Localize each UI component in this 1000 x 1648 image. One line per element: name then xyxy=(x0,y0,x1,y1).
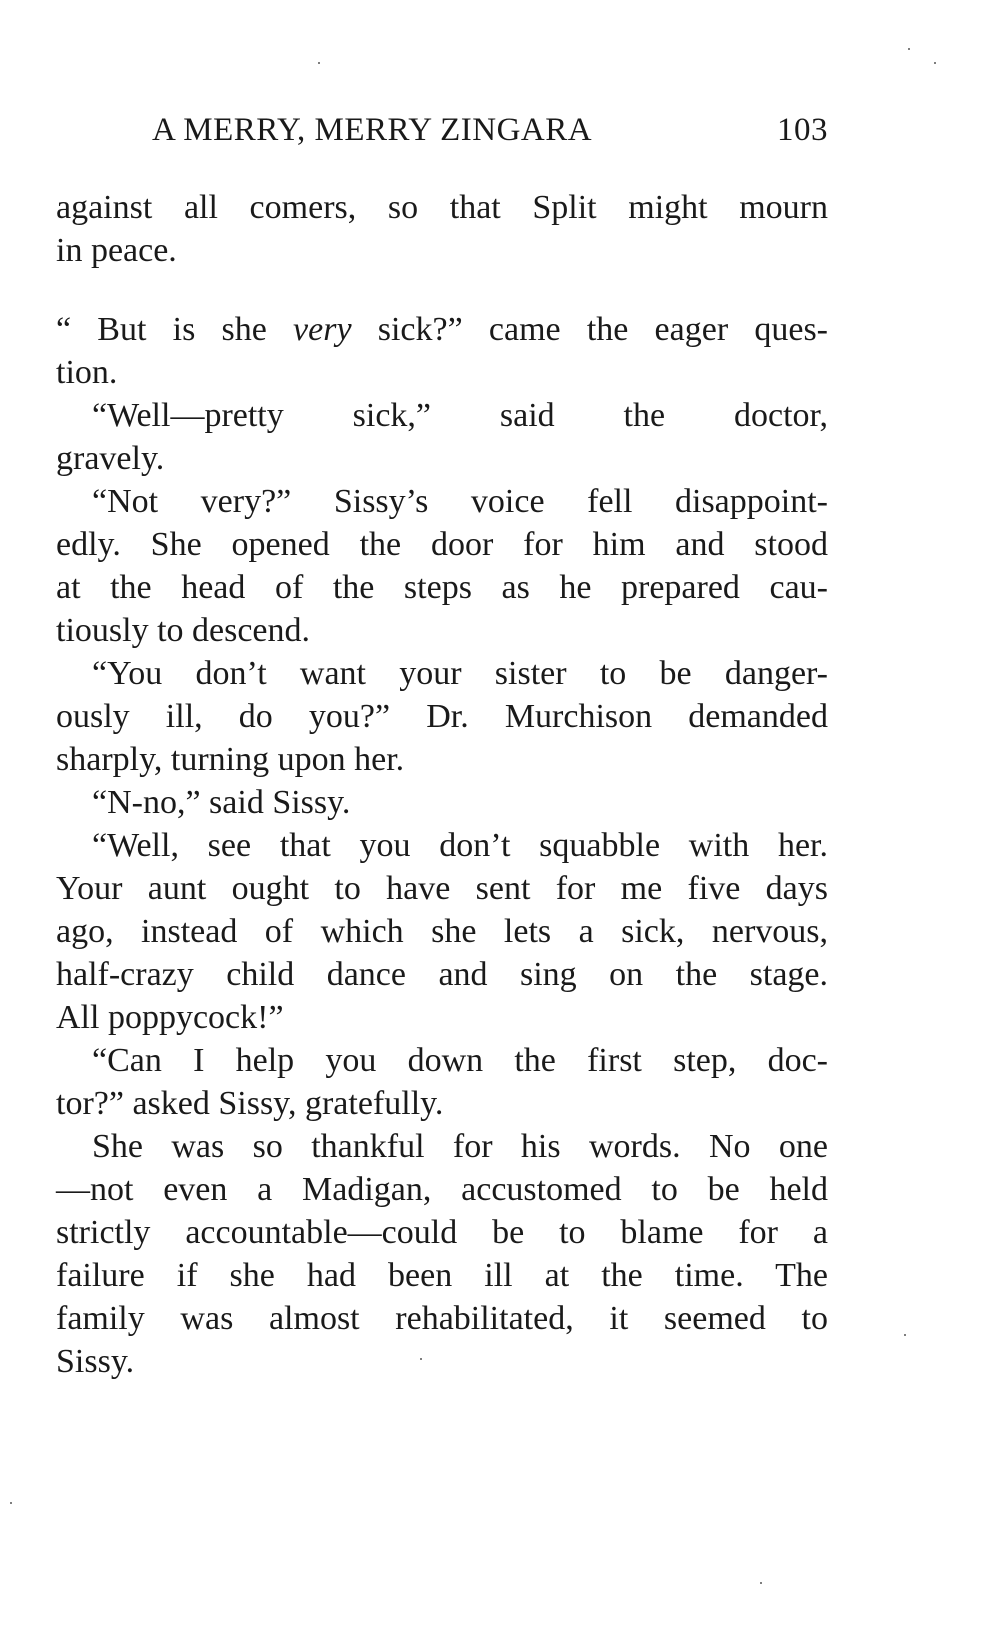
scan-speck xyxy=(420,1358,422,1360)
paragraph xyxy=(56,824,828,1039)
text-line: Sissy. xyxy=(56,1343,135,1380)
text-line: tion. xyxy=(56,354,118,391)
scan-speck xyxy=(934,62,936,64)
scan-speck xyxy=(904,1334,906,1336)
paragraph xyxy=(56,1125,828,1383)
text-line: family was almost rehabilitated, it seemed to xyxy=(56,1300,828,1337)
text-line: “N-no,” said Sissy. xyxy=(92,784,351,821)
text-line: at the head of the steps as he prepared cau- xyxy=(56,569,828,606)
text-line: sharply, turning upon her. xyxy=(56,741,405,778)
paragraph xyxy=(56,652,828,781)
paragraph xyxy=(56,480,828,652)
scan-speck xyxy=(10,1502,12,1504)
text-line: “Can I help you down the first step, doc- xyxy=(92,1042,828,1079)
text-line: failure if she had been ill at the time. The xyxy=(56,1257,828,1294)
paragraph xyxy=(56,781,828,824)
text-line: Your aunt ought to have sent for me five days xyxy=(56,870,828,907)
running-header xyxy=(152,112,828,160)
text-line: She was so thankful for his words. No one xyxy=(92,1128,828,1165)
text-segment: “ But is she xyxy=(56,311,294,348)
running-title: A MERRY, MERRY ZINGARA xyxy=(152,112,593,148)
text-line: strictly accountable—could be to blame for a xyxy=(56,1214,828,1251)
paragraph xyxy=(56,186,828,272)
text-line: gravely. xyxy=(56,440,165,477)
paragraph xyxy=(56,394,828,480)
paragraph xyxy=(56,1039,828,1125)
body-text xyxy=(56,186,828,1383)
scan-speck xyxy=(760,1582,762,1584)
emphasis-text: very xyxy=(293,311,352,348)
text-line: All poppycock!” xyxy=(56,999,284,1036)
text-line: “You don’t want your sister to be danger- xyxy=(92,655,828,692)
page-number: 103 xyxy=(777,112,828,148)
scan-speck xyxy=(318,62,320,64)
scan-speck xyxy=(908,48,910,50)
text-line: “Not very?” Sissy’s voice fell disappoint- xyxy=(92,483,828,520)
text-line: tor?” asked Sissy, gratefully. xyxy=(56,1085,444,1122)
text-line: tiously to descend. xyxy=(56,612,311,649)
text-line: in peace. xyxy=(56,232,177,269)
text-line xyxy=(56,308,828,351)
text-line: “Well—pretty sick,” said the doctor, xyxy=(92,397,828,434)
text-line: half-crazy child dance and sing on the stage. xyxy=(56,956,828,993)
text-segment: sick?” came the eager ques- xyxy=(351,311,828,348)
text-line: —not even a Madigan, accustomed to be held xyxy=(56,1171,828,1208)
text-line: edly. She opened the door for him and stood xyxy=(56,526,828,563)
text-line: ously ill, do you?” Dr. Murchison demanded xyxy=(56,698,828,735)
paragraph xyxy=(56,308,828,394)
text-line: “Well, see that you don’t squabble with her. xyxy=(92,827,828,864)
text-line: ago, instead of which she lets a sick, nervous, xyxy=(56,913,828,950)
text-line: against all comers, so that Split might mourn xyxy=(56,189,828,226)
section-gap xyxy=(56,272,828,308)
